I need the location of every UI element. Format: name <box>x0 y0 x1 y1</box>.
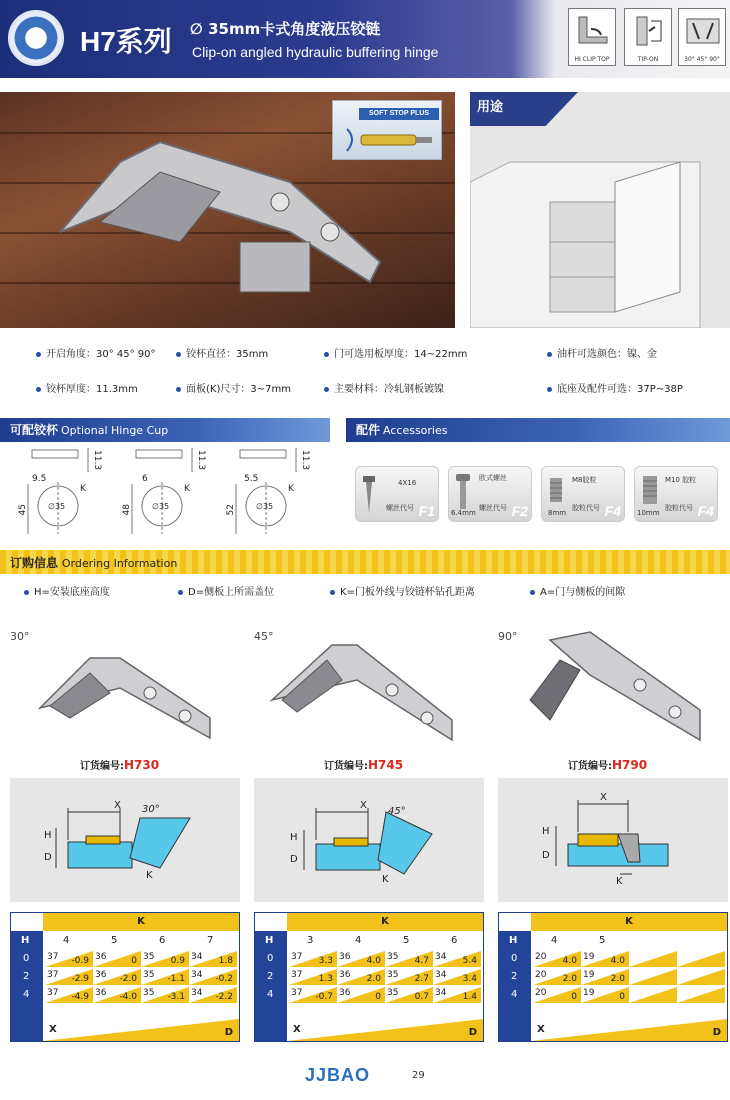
series-title: H7系列 <box>80 26 172 57</box>
table-cell: 37 -4.9 <box>45 987 93 1003</box>
diagram-d: D <box>290 854 298 865</box>
table-cell: 20 2.0 <box>533 969 581 985</box>
usage-label: 用途 <box>477 100 504 115</box>
bullet-icon <box>530 590 535 595</box>
cup-diameter: ∅35 <box>48 502 66 511</box>
cup-distance: 52 <box>226 504 236 516</box>
accessories-section-bar: 配件 Accessories <box>346 418 730 442</box>
mount-type-tip-on <box>624 8 672 66</box>
table-cell: 35 -1.1 <box>141 969 189 985</box>
table-cell <box>677 951 725 967</box>
hinge-cup-section-bar: 可配铰杯 Optional Hinge Cup <box>0 418 330 442</box>
cup-diameter: ∅35 <box>256 502 274 511</box>
order-code: 订货编号:H730 <box>80 758 160 772</box>
accessory-card: 4X16 螺丝代号 F1 <box>355 466 439 522</box>
diagram-d: D <box>44 852 52 863</box>
table-k-header: K <box>287 913 483 931</box>
variant-angle: 90° <box>498 630 518 643</box>
table-cell: 37 -0.9 <box>45 951 93 967</box>
diagram-angle: 45° <box>388 806 406 817</box>
bullet-icon <box>547 352 552 357</box>
diagram-k: K <box>616 876 623 887</box>
spec-item: 面板(K)尺寸：3~7mm <box>176 380 291 395</box>
mount-label: 30° 45° 90° <box>684 56 720 63</box>
diagram-k: K <box>146 870 153 881</box>
bullet-icon <box>176 387 181 392</box>
table-cell: 19 4.0 <box>581 951 629 967</box>
cup-height: 11.3 <box>92 450 102 471</box>
table-cell: 36 0 <box>93 951 141 967</box>
table-cell: 34 -2.2 <box>189 987 237 1003</box>
table-k-header: K <box>43 913 239 931</box>
mount-label: HI CLIP TOP <box>574 56 610 63</box>
dimension-table-h745: K H 3 4 5 6 0 2 4 37 3.3 36 4.0 35 4.7 34 5.4 37 1.3 36 2.0 35 2.7 34 3.4 37 -0.7 36 0 35 0.7 34 1.4 X D <box>254 912 484 1042</box>
table-cell: 34 1.4 <box>433 987 481 1003</box>
cup-width: 9.5 <box>32 474 47 484</box>
table-cell: 19 0 <box>581 987 629 1003</box>
table-cell: 35 0.9 <box>141 951 189 967</box>
table-cell: 35 2.7 <box>385 969 433 985</box>
cup-distance: 45 <box>18 504 28 516</box>
table-cell: 36 -4.0 <box>93 987 141 1003</box>
bullet-icon <box>36 387 41 392</box>
table-cell: 34 1.8 <box>189 951 237 967</box>
cup-width: 6 <box>142 474 148 484</box>
dowel-icon <box>641 475 659 505</box>
dimension-table-h790: K H 4 5 0 2 4 20 4.0 19 4.0 20 2.0 19 2.0 20 0 19 0 X D <box>498 912 728 1042</box>
spec-item: 主要材料：冷轧钢板镀镍 <box>324 380 444 395</box>
table-h-header: H <box>21 935 30 946</box>
mount-type-angles <box>678 8 726 66</box>
hinge-cup-drawing <box>18 448 118 538</box>
footer-brand-logo: JJBAO <box>305 1065 371 1085</box>
table-cell: 36 2.0 <box>337 969 385 985</box>
dowel-icon <box>548 477 564 503</box>
bullet-icon <box>330 590 335 595</box>
order-code: 订货编号:H745 <box>324 758 404 772</box>
hinge-30-icon <box>30 648 220 748</box>
table-xd-row: X D <box>531 1019 727 1041</box>
cup-distance: 48 <box>122 504 132 516</box>
spec-item: 油杆可选颜色：镍、金 <box>547 345 657 360</box>
brand-logo-icon <box>8 10 64 66</box>
diagram-h: H <box>44 830 52 841</box>
table-cell: 20 0 <box>533 987 581 1003</box>
bullet-icon <box>176 352 181 357</box>
soft-stop-label: SOFT STOP PLUS <box>359 108 439 120</box>
table-cell: 37 1.3 <box>289 969 337 985</box>
hinge-cup-drawing <box>122 448 222 538</box>
hinge-cup-drawing <box>226 448 326 538</box>
accessory-card: M10 胶粒 胶粒代号 10mm F4 <box>634 466 718 522</box>
table-cell <box>677 987 725 1003</box>
table-xd-row: X D <box>43 1019 239 1041</box>
accessory-card: M8胶粒 胶粒代号 8mm F4 <box>541 466 625 522</box>
cup-k: K <box>80 484 86 494</box>
spec-item: 门可选用板厚度：14~22mm <box>324 345 467 360</box>
accessory-code: F1 <box>418 503 435 519</box>
table-cell: 34 -0.2 <box>189 969 237 985</box>
screw-icon <box>362 475 376 515</box>
variant-angle: 30° <box>10 630 30 643</box>
legend-item: A=门与侧板的间隙 <box>530 583 625 598</box>
diagram-x: X <box>114 800 121 811</box>
cup-height: 11.3 <box>300 450 310 471</box>
product-title-cn: ∅ 35mm卡式角度液压铰链 <box>190 20 381 38</box>
page-number: 29 <box>412 1070 425 1081</box>
dimension-table-h730: K H 4 5 6 7 0 2 4 37 -0.9 36 0 35 0.9 34 1.8 37 -2.9 36 -2.0 35 -1.1 34 -0.2 37 -4.9 36 -4.0 35 -3.1 34 -2.2 X D <box>10 912 240 1042</box>
table-cell: 37 -0.7 <box>289 987 337 1003</box>
mount-type-clip-top <box>568 8 616 66</box>
diagram-k: K <box>382 874 389 885</box>
table-cell: 19 2.0 <box>581 969 629 985</box>
spec-item: 铰杯厚度：11.3mm <box>36 380 138 395</box>
spec-item: 开启角度：30° 45° 90° <box>36 345 156 360</box>
accessory-card: 欧式螺丝 螺丝代号 6.4mm F2 <box>448 466 532 522</box>
legend-item: K=门板外线与铰链杯钻孔距离 <box>330 583 475 598</box>
cup-diameter: ∅35 <box>152 502 170 511</box>
damper-icon <box>343 123 438 157</box>
product-title-en: Clip-on angled hydraulic buffering hinge <box>192 44 439 60</box>
bullet-icon <box>324 352 329 357</box>
mounting-diagram <box>254 778 484 902</box>
bullet-icon <box>178 590 183 595</box>
diagram-h: H <box>290 832 298 843</box>
bullet-icon <box>547 387 552 392</box>
mounting-diagram <box>498 778 728 902</box>
table-cell <box>629 969 677 985</box>
hinge-90-icon <box>520 630 710 748</box>
table-cell: 36 -2.0 <box>93 969 141 985</box>
cup-k: K <box>288 484 294 494</box>
table-cell: 20 4.0 <box>533 951 581 967</box>
mounting-diagram <box>10 778 240 902</box>
diagram-angle: 30° <box>142 804 160 815</box>
table-cell: 34 5.4 <box>433 951 481 967</box>
table-cell <box>629 951 677 967</box>
diagram-h: H <box>542 826 550 837</box>
accessory-code: F4 <box>604 503 621 519</box>
spec-item: 底座及配件可选：37P~38P <box>547 380 683 395</box>
bullet-icon <box>324 387 329 392</box>
table-cell: 37 3.3 <box>289 951 337 967</box>
variant-angle: 45° <box>254 630 274 643</box>
mount-label: TIP-ON <box>637 56 659 63</box>
table-h-header: H <box>265 935 274 946</box>
table-cell: 36 4.0 <box>337 951 385 967</box>
cup-k: K <box>184 484 190 494</box>
diagram-x: X <box>600 792 607 803</box>
table-cell: 34 3.4 <box>433 969 481 985</box>
table-cell <box>677 969 725 985</box>
table-cell: 35 4.7 <box>385 951 433 967</box>
accessory-code: F4 <box>697 503 714 519</box>
diagram-d: D <box>542 850 550 861</box>
bullet-icon <box>36 352 41 357</box>
cup-height: 11.3 <box>196 450 206 471</box>
table-xd-row: X D <box>287 1019 483 1041</box>
bullet-icon <box>24 590 29 595</box>
cup-width: 5.5 <box>244 474 259 484</box>
table-h-header: H <box>509 935 518 946</box>
usage-illustration <box>470 92 730 328</box>
table-cell: 36 0 <box>337 987 385 1003</box>
table-cell <box>629 987 677 1003</box>
table-cell: 37 -2.9 <box>45 969 93 985</box>
legend-item: H=安装底座高度 <box>24 583 110 598</box>
table-k-header: K <box>531 913 727 931</box>
euro-screw-icon <box>455 473 471 513</box>
hinge-45-icon <box>262 640 462 748</box>
accessory-code: F2 <box>511 503 528 519</box>
table-cell: 35 -3.1 <box>141 987 189 1003</box>
diagram-x: X <box>360 800 367 811</box>
legend-item: D=侧板上所需盖位 <box>178 583 274 598</box>
spec-item: 铰杯直径：35mm <box>176 345 268 360</box>
order-code: 订货编号:H790 <box>568 758 648 772</box>
cabinet-icon <box>470 92 730 328</box>
soft-stop-badge <box>332 100 442 160</box>
ordering-title: 订购信息 Ordering Information <box>10 556 178 570</box>
table-cell: 35 0.7 <box>385 987 433 1003</box>
